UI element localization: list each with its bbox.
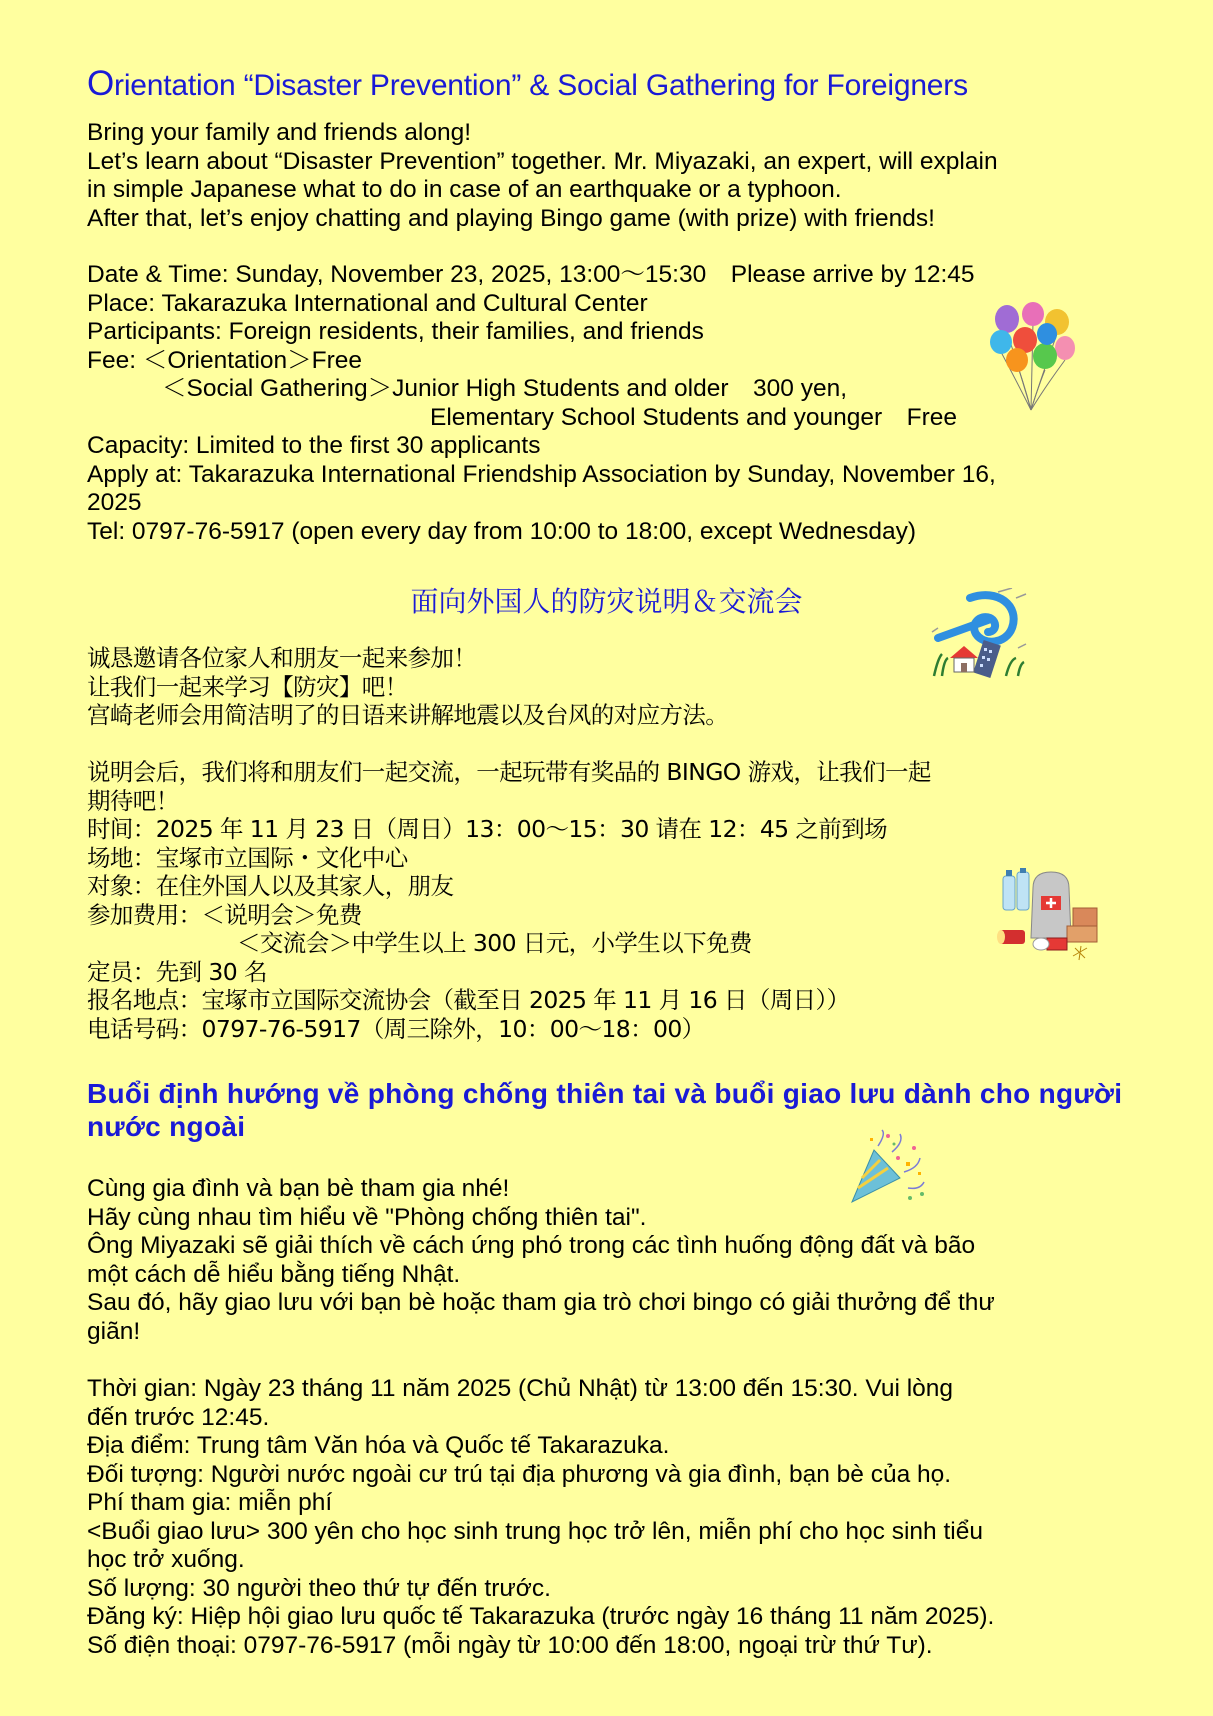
english-details: [87, 261, 996, 546]
chinese-title: 面向外国人的防灾说明＆交流会: [410, 585, 803, 618]
chinese-target: 对象：在住外国人以及其家人，朋友: [87, 872, 454, 900]
vietnamese-detail-line: Thời gian: Ngày 23 tháng 11 năm 2025 (Chủ Nhật) từ 13:00 đến 15:30. Vui lòng: [87, 1375, 954, 1402]
vietnamese-detail-line: Đăng ký: Hiệp hội giao lưu quốc tế Takarazuka (trước ngày 16 tháng 11 năm 2025).: [87, 1603, 995, 1630]
english-apply-year: 2025: [87, 489, 142, 516]
chinese-place: 场地：宝塚市立国际・文化中心: [87, 843, 408, 872]
chinese-details: [87, 758, 931, 1043]
vietnamese-detail-line: <Buổi giao lưu> 300 yên cho học sinh trung học trở lên, miễn phí cho học sinh tiểu: [87, 1517, 983, 1545]
english-apply: Apply at: Takarazuka International Friendship Association by Sunday, November 16,: [87, 460, 996, 488]
chinese-capacity: 定员：先到 30 名: [87, 957, 267, 986]
chinese-after: 说明会后，我们将和朋友们一起交流，一起玩带有奖品的 BINGO 游戏，让我们一起: [87, 758, 931, 786]
emergency-kit-icon: [995, 868, 1101, 964]
english-intro: [87, 119, 998, 233]
chinese-fee-social: ＜交流会＞中学生以上 300 日元，小学生以下免费: [237, 929, 752, 957]
chinese-time: 时间：2025 年 11 月 23 日（周日）13：00～15：30 请在 12：45 之前到场: [87, 815, 887, 843]
english-intro-line: Bring your family and friends along!: [87, 119, 472, 146]
vietnamese-detail-line: Địa điểm: Trung tâm Văn hóa và Quốc tế Takarazuka.: [87, 1432, 670, 1459]
chinese-apply: 报名地点：宝塚市立国际交流协会（截至日 2025 年 11 月 16 日（周日））: [87, 986, 850, 1014]
vietnamese-detail-line: Phí tham gia: miễn phí: [87, 1489, 333, 1516]
english-capacity: Capacity: Limited to the first 30 applicants: [87, 432, 541, 459]
english-date-time: Date & Time: Sunday, November 23, 2025, 13:00～15:30 Please arrive by 12:45: [87, 261, 975, 288]
vietnamese-intro-line: Ông Miyazaki sẽ giải thích về cách ứng phó trong các tình huống động đất và bão: [87, 1232, 976, 1259]
typhoon-icon: [928, 588, 1028, 680]
english-tel: Tel: 0797-76-5917 (open every day from 10:00 to 18:00, except Wednesday): [87, 517, 916, 545]
english-participants: Participants: Foreign residents, their families, and friends: [87, 318, 704, 345]
chinese-tel: 电话号码：0797-76-5917（周三除外，10：00～18：00）: [87, 1014, 705, 1043]
vietnamese-details: [87, 1375, 994, 1660]
vietnamese-intro-line: Cùng gia đình và bạn bè tham gia nhé!: [87, 1175, 510, 1202]
chinese-after-cont: 期待吧！: [87, 786, 179, 815]
chinese-intro: [87, 644, 728, 730]
vietnamese-intro-line: Hãy cùng nhau tìm hiểu về "Phòng chống thiên tai".: [87, 1203, 647, 1231]
english-intro-line: After that, let’s enjoy chatting and playing Bingo game (with prize) with friends!: [87, 204, 935, 232]
chinese-fee: 参加费用：＜说明会＞免费: [87, 900, 362, 929]
english-title: Orientation “Disaster Prevention” & Social Gathering for Foreigners: [87, 64, 968, 103]
english-intro-line: in simple Japanese what to do in case of an earthquake or a typhoon.: [87, 176, 842, 203]
english-intro-line: Let’s learn about “Disaster Prevention” together. Mr. Miyazaki, an expert, will explain: [87, 147, 998, 175]
english-fee-elementary: Elementary School Students and younger Free: [430, 403, 958, 431]
chinese-intro-line: 诚恳邀请各位家人和朋友一起来参加！: [87, 644, 477, 672]
vietnamese-detail-line: Số điện thoại: 0797-76-5917 (mỗi ngày từ 10:00 đến 18:00, ngoại trừ thứ Tư).: [87, 1631, 933, 1659]
balloons-icon: [985, 302, 1075, 414]
vietnamese-detail-line: đến trước 12:45.: [87, 1403, 270, 1431]
english-fee: Fee: ＜Orientation＞Free: [87, 346, 363, 374]
vietnamese-detail-line: Số lượng: 30 người theo thứ tự đến trước.: [87, 1574, 551, 1602]
chinese-intro-line: 让我们一起来学习【防灾】吧！: [87, 672, 408, 701]
english-fee-social: ＜Social Gathering＞Junior High Students and older 300 yen,: [162, 375, 848, 402]
vietnamese-intro-line: giãn!: [87, 1317, 141, 1345]
vietnamese-intro-line: Sau đó, hãy giao lưu với bạn bè hoặc tham gia trò chơi bingo có giải thưởng để thư: [87, 1289, 995, 1316]
vietnamese-title: Buổi định hướng về phòng chống thiên tai và buổi giao lưu dành cho người nước ngoài: [87, 1078, 1123, 1142]
chinese-intro-line: 宫崎老师会用简洁明了的日语来讲解地震以及台风的对应方法。: [87, 701, 729, 729]
vietnamese-intro: [87, 1175, 995, 1346]
vietnamese-detail-line: học trở xuống.: [87, 1546, 245, 1573]
english-place: Place: Takarazuka International and Cultural Center: [87, 289, 648, 317]
vietnamese-detail-line: Đối tượng: Người nước ngoài cư trú tại địa phương và gia đình, bạn bè của họ.: [87, 1460, 952, 1488]
vietnamese-intro-line: một cách dễ hiểu bằng tiếng Nhật.: [87, 1260, 461, 1288]
